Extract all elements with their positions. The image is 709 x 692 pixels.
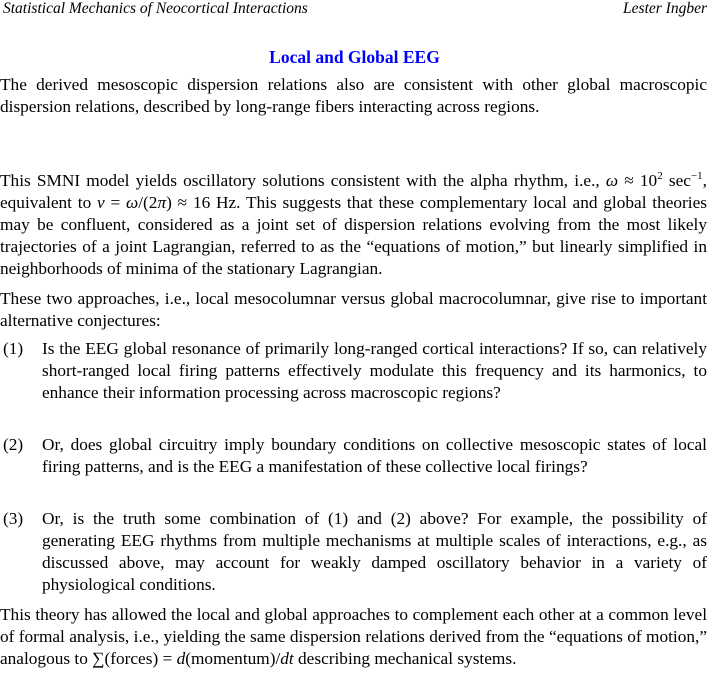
list-item-text: Or, is the truth some combination of (1) and (2) above? For example, the possibility of generating EEG rhythms from multiple mechanisms at multiple scales of interactions, e.g., as discussed above, may account for weakly damped oscillatory behavior in a variety of physiological conditions. [42, 509, 707, 594]
paragraph-alpha-rhythm [0, 170, 707, 280]
divide-two: /(2 [138, 193, 158, 212]
list-item-text: Or, does global circuitry imply boundary conditions on collective mesoscopic states of local firing patterns, and is the EEG a manifestation of these collective local firings? [42, 435, 707, 476]
list-item [0, 338, 707, 404]
dt-symbol: dt [280, 649, 294, 668]
paragraph-complement-text-2: describing mechanical systems. [293, 649, 517, 668]
sum-forces: ∑(forces) = [92, 649, 177, 668]
approx-sixteen-hz: ) ≈ 16 Hz. [166, 193, 246, 212]
paragraph-alpha-text-2: , equivalent to [0, 171, 707, 212]
list-item [0, 434, 707, 478]
list-item-number: (3) [3, 509, 24, 528]
paragraph-alpha-text-3: This suggests that these complementary local and global theories may be confluent, considered as a joint set of dispersion relations evolving from the most likely trajectories of a joint Lagrangian, referred to as the “equations of motion,” but linearly simplified in neighborhoods of minima of the stationary Lagrangian. [0, 193, 707, 278]
equals-sign: = [104, 193, 127, 212]
paragraph-complement-text-1: This theory has allowed the local and global approaches to complement each other at a common level of formal analysis, i.e., yielding the same dispersion relations derived from the “equations of motion,” analogous to [0, 605, 707, 668]
list-item-number: (1) [3, 339, 24, 358]
nu-symbol: ν [97, 193, 105, 212]
running-header-author: Lester Ingber [623, 0, 707, 17]
running-header-title: Statistical Mechanics of Neocortical Interactions [3, 0, 308, 17]
list-item [0, 508, 707, 596]
list-item-text: Is the EEG global resonance of primarily long-ranged cortical interactions? If so, can relatively short-ranged local firing patterns effectively modulate this frequency and its harmonics, to enhance their information processing across macroscopic regions? [42, 339, 707, 402]
section-title: Local and Global EEG [269, 47, 440, 67]
pi-symbol: π [157, 193, 167, 212]
paragraph-dispersion-relations: The derived mesoscopic dispersion relations also are consistent with other global macroscopic dispersion relations, described by long-range fibers interacting across regions. [0, 75, 707, 116]
momentum-text: (momentum)/ [185, 649, 281, 668]
list-item-number: (2) [3, 435, 24, 454]
approx-ten: ≈ 10 [618, 171, 658, 190]
omega-symbol-2: ω [126, 193, 139, 212]
omega-symbol: ω [605, 171, 619, 190]
d-symbol: d [176, 649, 186, 668]
paragraph-complement [0, 604, 707, 670]
paragraph-alpha-text-1: This SMNI model yields oscillatory solutions consistent with the alpha rhythm, i.e., [0, 171, 606, 190]
paragraph-two-approaches: These two approaches, i.e., local mesocolumnar versus global macrocolumnar, give rise to important alternative conjectures: [0, 289, 707, 330]
sec-unit: sec [662, 171, 691, 190]
exponent-two: 2 [657, 170, 663, 183]
exponent-minus-one: −1 [690, 170, 703, 183]
